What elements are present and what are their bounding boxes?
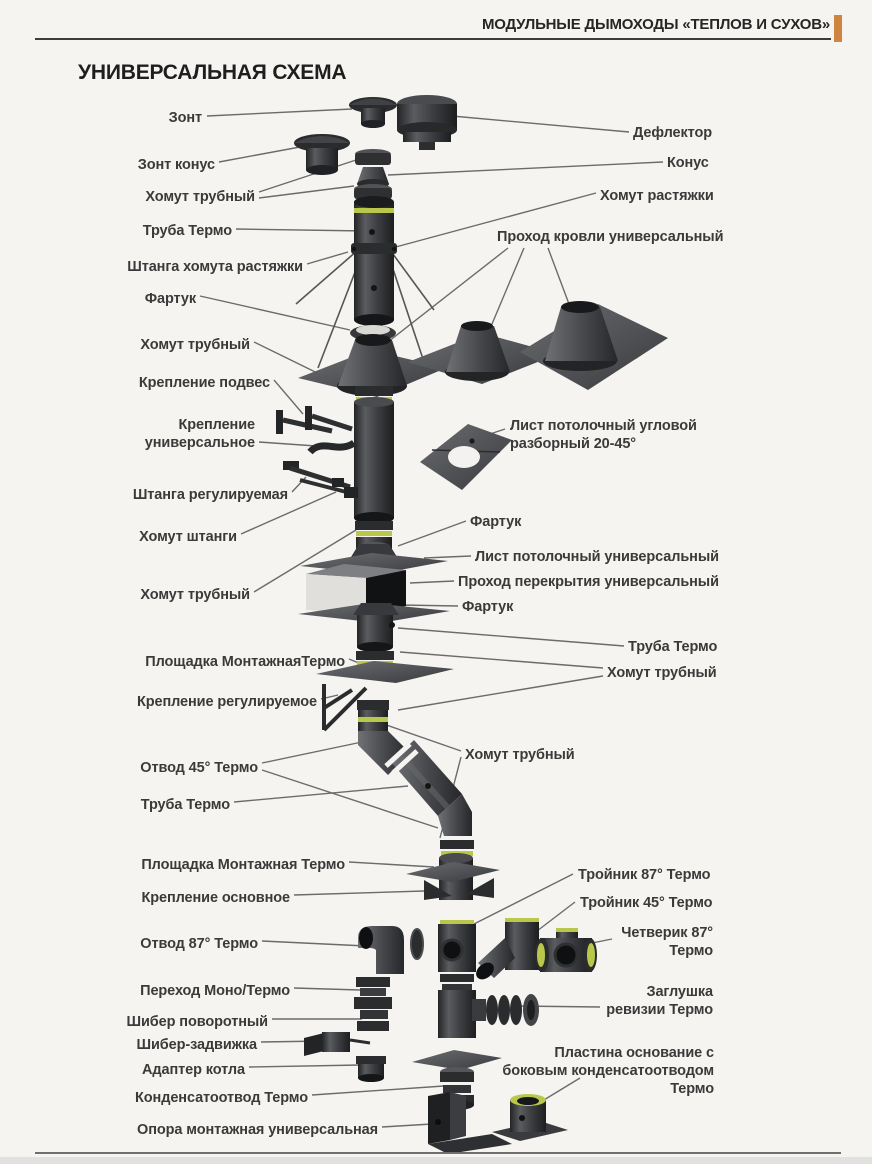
apron-collar-lower (353, 603, 399, 615)
label-mount-support: Опора монтажная универсальная (137, 1122, 378, 1138)
brand-title: МОДУЛЬНЫЕ ДЫМОХОДЫ «ТЕПЛОВ И СУХОВ» (481, 16, 830, 33)
label-roof-pass: Проход кровли универсальный (497, 229, 724, 245)
label-deflector: Дефлектор (633, 125, 712, 141)
label-umbrella: Зонт (168, 110, 202, 126)
label-thermo-pipe-2: Труба Термо (628, 639, 718, 655)
page-edge (0, 1157, 872, 1164)
label-gate-damper: Шибер-задвижка (136, 1037, 257, 1053)
label-condensate-drain: Конденсатоотвод Термо (135, 1090, 308, 1106)
adjustable-rod (283, 461, 354, 494)
label-universal-bracket: Крепление универсальное (144, 417, 255, 451)
rod-clamp (344, 487, 358, 498)
elbow-87 (358, 926, 404, 974)
label-apron-1: Фартук (144, 291, 196, 307)
label-main-bracket: Крепление основное (141, 890, 290, 906)
cross-87 (535, 928, 597, 972)
page-title: УНИВЕРСАЛЬНАЯ СХЕМА (78, 61, 347, 84)
label-mono-thermo: Переход Моно/Термо (140, 983, 290, 999)
tee-87 (438, 920, 476, 972)
rotary-damper (357, 1010, 389, 1031)
label-cone: Конус (667, 155, 709, 171)
roof-pass-3 (520, 301, 668, 390)
revision-tee (438, 990, 539, 1038)
tee-45 (473, 918, 539, 983)
label-ceiling-sheet: Лист потолочный универсальный (475, 549, 719, 565)
label-cross-87: Четверик 87° Термо (621, 925, 713, 959)
label-guy-rod: Штанга хомута растяжки (127, 259, 303, 275)
base-plate-side-drain (492, 1094, 568, 1141)
label-guy-clamp: Хомут растяжки (600, 188, 714, 204)
label-mounting-platform-1: Площадка МонтажнаяТермо (145, 654, 345, 670)
label-adjustable-bracket: Крепление регулируемое (136, 694, 317, 710)
label-umbrella-cone: Зонт конус (137, 157, 215, 173)
label-apron-3: Фартук (462, 599, 514, 615)
label-thermo-pipe-diag: Труба Термо (140, 797, 230, 813)
thermo-pipe-3 (357, 615, 395, 652)
label-adjustable-rod: Штанга регулируемая (132, 487, 288, 503)
thermo-pipe-upper (354, 196, 394, 326)
label-tee-45: Тройник 45° Термо (580, 895, 713, 911)
clamp-rings-mid (440, 974, 474, 991)
label-tee-87: Тройник 87° Термо (578, 867, 711, 883)
label-hanger-bracket: Крепление подвес (138, 375, 270, 391)
footer-rule (35, 1152, 841, 1154)
label-base-plate: Пластина основание с боковым конденсатоотводом Термо (502, 1045, 714, 1097)
label-pipe-clamp-4: Хомут трубный (607, 665, 717, 681)
label-pipe-clamp-5: Хомут трубный (465, 747, 575, 763)
label-boiler-adapter: Адаптер котла (142, 1062, 245, 1078)
deflector (397, 95, 457, 150)
label-pipe-clamp-1: Хомут трубный (145, 189, 255, 205)
pipe-clamp-top (355, 149, 391, 165)
damper-disc (411, 929, 423, 959)
label-apron-2: Фартук (470, 514, 522, 530)
label-elbow-87: Отвод 87° Термо (140, 936, 258, 952)
label-mounting-platform-2: Площадка Монтажная Термо (141, 857, 345, 873)
label-elbow-45: Отвод 45° Термо (140, 760, 258, 776)
hanger-bracket (276, 406, 352, 434)
label-thermo-pipe-1: Труба Термо (142, 223, 232, 239)
label-angled-sheet: Лист потолочный угловой разборный 20-45° (510, 418, 697, 452)
label-revision-plug: Заглушка ревизии Термо (606, 984, 713, 1018)
umbrella-cone-cap (294, 134, 350, 175)
mono-thermo-adapter (354, 977, 392, 1009)
label-pipe-clamp-3: Хомут трубный (140, 587, 250, 603)
umbrella-cap (349, 97, 397, 128)
label-pipe-clamp-2: Хомут трубный (140, 337, 250, 353)
angled-ceiling-sheet (420, 424, 512, 490)
boiler-adapter (356, 1056, 386, 1082)
universal-bracket (310, 443, 354, 452)
label-rotary-damper: Шибер поворотный (126, 1014, 268, 1030)
thermo-pipe-2 (354, 386, 394, 524)
gate-damper (304, 1032, 370, 1056)
label-rod-clamp: Хомут штанги (139, 529, 237, 545)
mounting-platform-2 (406, 862, 500, 882)
guy-wire-clamp (351, 243, 397, 254)
label-floor-pass: Проход перекрытия универсальный (458, 574, 719, 590)
